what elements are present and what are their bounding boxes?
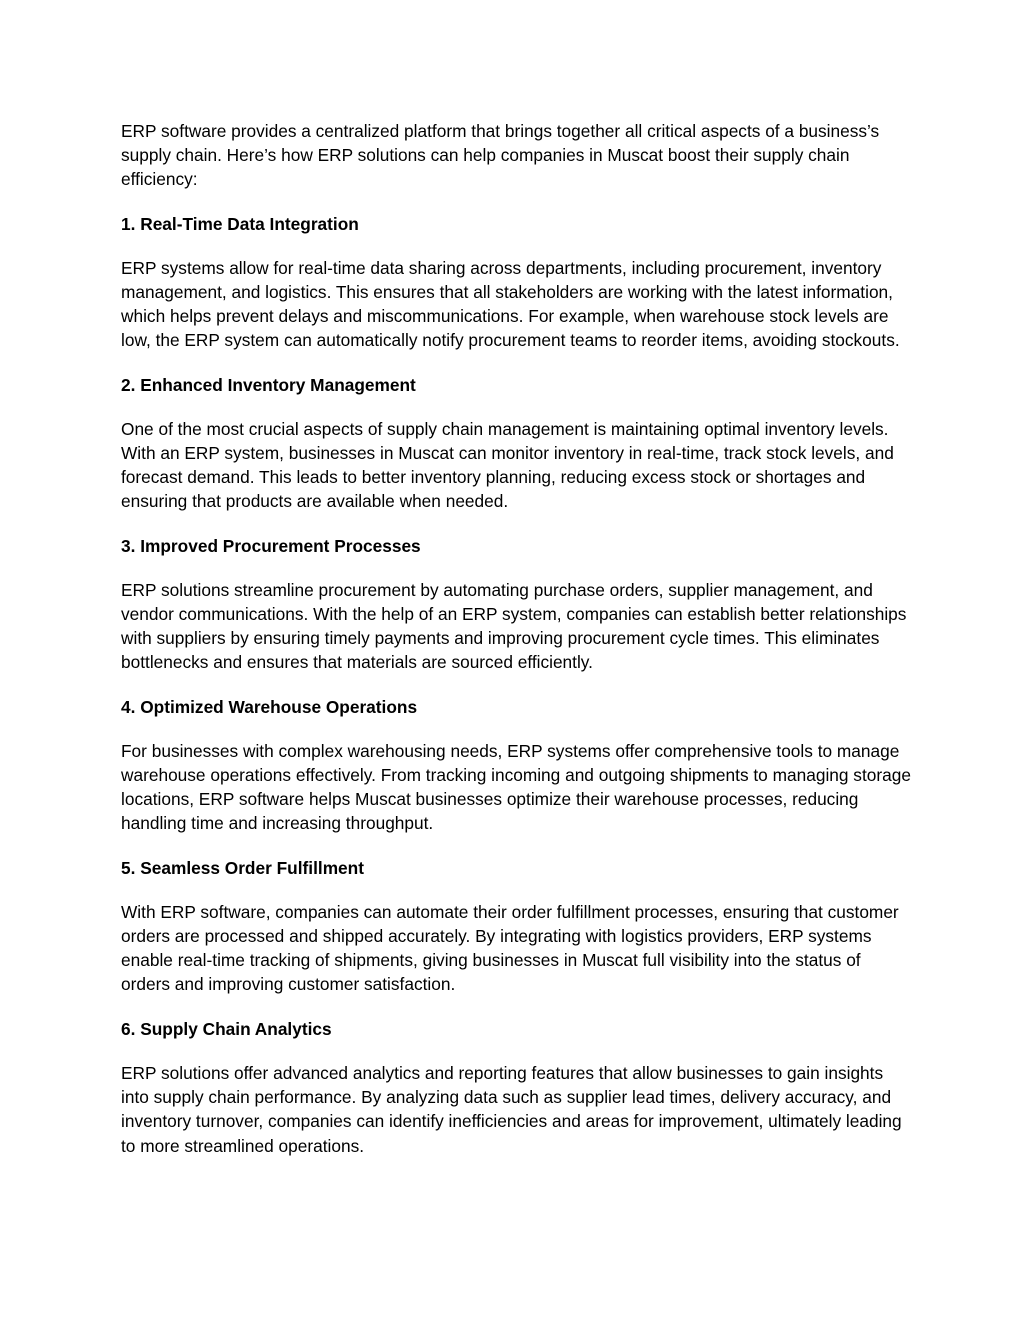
section-body-improved-procurement-processes: ERP solutions streamline procurement by automating purchase orders, supplier management, and vendor communications. With the help of an ERP system, companies can establish better relationships with suppliers by ensuring timely payments and improving procurement cycle times. This eliminates bottlenecks and ensures that materials are sourced efficiently. xyxy=(121,579,907,673)
section-heading-improved-procurement-processes: 3. Improved Procurement Processes xyxy=(121,535,421,556)
section-body-supply-chain-analytics: ERP solutions offer advanced analytics and reporting features that allow businesses to gain insights into supply chain performance. By analyzing data such as supplier lead times, delivery accuracy, and inventory turnover, companies can identify inefficiencies and areas for improvement, ultimately leading to more streamlined operations. xyxy=(121,1062,902,1156)
section-heading-seamless-order-fulfillment: 5. Seamless Order Fulfillment xyxy=(121,857,364,878)
section-heading-enhanced-inventory-management: 2. Enhanced Inventory Management xyxy=(121,374,416,395)
section-body-seamless-order-fulfillment: With ERP software, companies can automate their order fulfillment processes, ensuring that customer orders are processed and shipped accurately. By integrating with logistics providers, ERP systems enable real-time tracking of shipments, giving businesses in Muscat full visibility into the status of orders and improving customer satisfaction. xyxy=(121,901,899,995)
section-heading-real-time-data-integration: 1. Real-Time Data Integration xyxy=(121,213,359,234)
section-body-enhanced-inventory-management: One of the most crucial aspects of supply chain management is maintaining optimal inventory levels. With an ERP system, businesses in Muscat can monitor inventory in real-time, track stock levels, and forecast demand. This leads to better inventory planning, reducing excess stock or shortages and ensuring that products are available when needed. xyxy=(121,418,894,512)
section-heading-supply-chain-analytics: 6. Supply Chain Analytics xyxy=(121,1018,332,1039)
section-body-real-time-data-integration: ERP systems allow for real-time data sharing across departments, including procurement, inventory management, and logistics. This ensures that all stakeholders are working with the latest information, which helps prevent delays and miscommunications. For example, when warehouse stock levels are low, the ERP system can automatically notify procurement teams to reorder items, avoiding stockouts. xyxy=(121,257,900,351)
intro-paragraph: ERP software provides a centralized platform that brings together all critical aspects of a business’s supply chain. Here’s how ERP solutions can help companies in Muscat boost their supply chain efficiency: xyxy=(121,121,880,190)
document-page xyxy=(121,119,911,1178)
section-body-optimized-warehouse-operations: For businesses with complex warehousing needs, ERP systems offer comprehensive tools to manage warehouse operations effectively. From tracking incoming and outgoing shipments to managing storage locations, ERP software helps Muscat businesses optimize their warehouse processes, reducing handling time and increasing throughput. xyxy=(121,740,911,834)
section-heading-optimized-warehouse-operations: 4. Optimized Warehouse Operations xyxy=(121,696,418,717)
